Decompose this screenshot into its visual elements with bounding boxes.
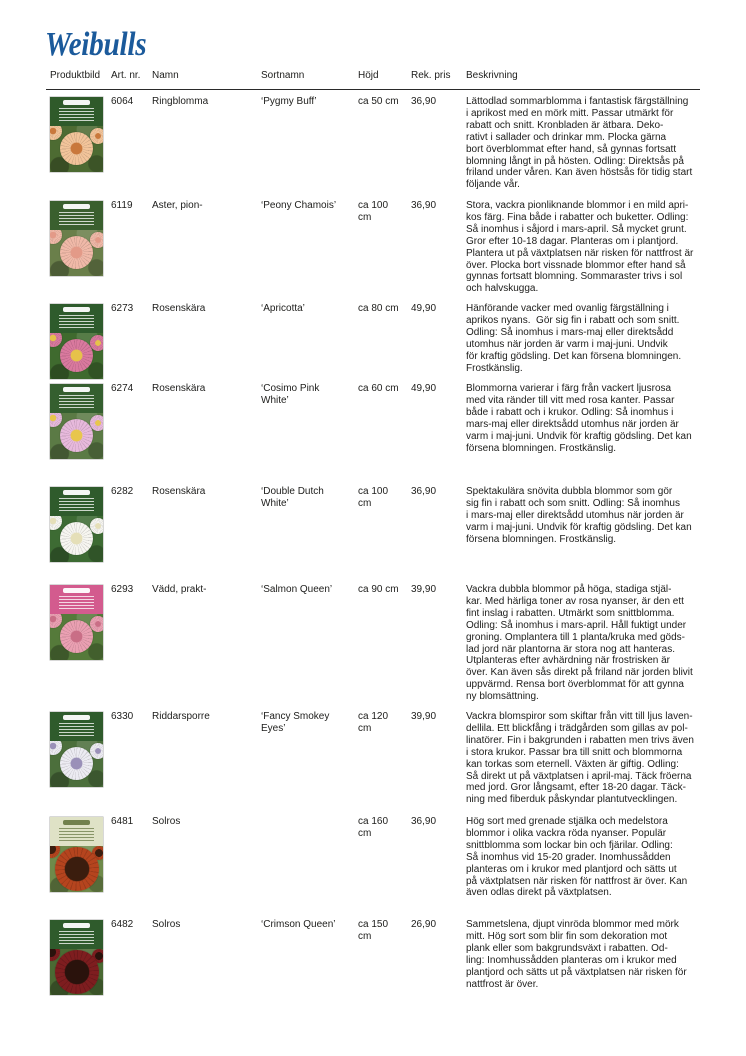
seed-packet-image xyxy=(50,487,103,562)
flower-bloom xyxy=(50,126,62,140)
flower-photo xyxy=(50,413,103,459)
packet-logo-mark xyxy=(63,100,90,105)
product-description: Spektakulära snövita dubbla blommor som gör sig fin i rabatt och som snitt. Odling: Så inomhus i mars-maj eller direktsådd utomhus när jorden är varm i maj-juni. Undvik för kraftig gödsling. Det kan försena blomningen. Frostkänslig. xyxy=(466,486,692,545)
packet-logo-mark xyxy=(63,715,90,720)
recommended-price: 39,90 xyxy=(411,584,437,595)
art-nr: 6482 xyxy=(111,919,134,930)
product-row xyxy=(0,816,746,899)
packet-label-lines xyxy=(59,596,94,610)
packet-header-band xyxy=(50,920,103,949)
seed-packet-image xyxy=(50,304,103,379)
variety-name: ‘Double Dutch White’ xyxy=(261,486,324,509)
column-header-height: Höjd xyxy=(358,70,379,81)
recommended-price: 36,90 xyxy=(411,200,437,211)
art-nr: 6481 xyxy=(111,816,134,827)
product-row xyxy=(0,96,746,191)
flower-bloom-main xyxy=(60,419,93,452)
product-row xyxy=(0,200,746,295)
flower-bloom xyxy=(50,614,62,628)
flower-photo xyxy=(50,516,103,562)
recommended-price: 49,90 xyxy=(411,383,437,394)
product-name: Aster, pion- xyxy=(152,200,203,211)
product-name: Ringblomma xyxy=(152,96,209,107)
seed-packet-image xyxy=(50,817,103,892)
packet-label-lines xyxy=(59,828,94,842)
flower-bloom-main xyxy=(60,747,93,780)
art-nr: 6064 xyxy=(111,96,134,107)
packet-logo-mark xyxy=(63,387,90,392)
recommended-price: 26,90 xyxy=(411,919,437,930)
flower-bloom xyxy=(90,415,103,431)
packet-header-band xyxy=(50,304,103,333)
plant-height: ca 50 cm xyxy=(358,96,399,107)
flower-bloom xyxy=(90,616,103,632)
flower-photo xyxy=(50,333,103,379)
product-name: Rosenskära xyxy=(152,383,206,394)
packet-label-lines xyxy=(59,315,94,329)
flower-photo xyxy=(50,230,103,276)
product-name: Vädd, prakt- xyxy=(152,584,207,595)
product-description: Vackra blomspiror som skiftar från vitt till ljus laven- dellila. Ett blickfång i trädgården som gillas av pol- linatörer. Fin i bakgrunden i rabatten men trivs även i stora krukor. Passar bra till snitt och blommorna kan torkas som eternell. Växten är giftig. Odling: Så direkt ut på växtplatsen i april-maj. Täck fröerna med jord. Gror långsamt, efter 18-20 dagar. Täck- ning med fiberduk påskyndar plantutvecklingen. xyxy=(466,711,694,806)
product-description: Hänförande vacker med ovanlig färgställning i aprikos nyans. Gör sig fin i rabatt och som snitt. Odling: Så inomhus i mars-maj eller direktsådd utomhus när jorden är varm i maj-juni. Undvik för kraftig gödsling. Det kan försena blomningen. Frostkänslig. xyxy=(466,303,682,374)
packet-header-band xyxy=(50,585,103,614)
packet-label-lines xyxy=(59,108,94,122)
packet-header-band xyxy=(50,384,103,413)
product-row xyxy=(0,711,746,806)
product-description: Vackra dubbla blommor på höga, stadiga stjäl- kar. Med härliga toner av rosa nyanser, är den ett fint inslag i rabatten. Utmärkt som snittblomma. Odling: Så inomhus i mars-april. Håll fuktigt under groning. Omplantera till 1 planta/kruka med göds- lad jord när plantorna är stora nog att hanteras. Utplanteras efter avhärdning när frostrisken är över. Kan även sås direkt på friland när jorden blivit uppvärmd. Rensa bort överblommat för att gynna ny blomsättning. xyxy=(466,584,693,703)
art-nr: 6119 xyxy=(111,200,133,211)
packet-label-lines xyxy=(59,931,94,945)
packet-header-band xyxy=(50,201,103,230)
column-header-price: Rek. pris xyxy=(411,70,451,81)
flower-bloom-main xyxy=(55,950,99,994)
packet-header-band xyxy=(50,97,103,126)
variety-name: ‘Apricotta’ xyxy=(261,303,305,314)
product-row xyxy=(0,584,746,703)
packet-header-band xyxy=(50,487,103,516)
column-header-product-image: Produktbild xyxy=(50,70,101,81)
packet-logo-mark xyxy=(63,923,90,928)
packet-logo-mark xyxy=(63,307,90,312)
product-row xyxy=(0,304,746,380)
plant-height: ca 120 cm xyxy=(358,711,389,734)
art-nr: 6273 xyxy=(111,303,134,314)
flower-bloom xyxy=(90,128,103,144)
flower-bloom-main xyxy=(60,339,93,372)
variety-name: ‘Fancy Smokey Eyes’ xyxy=(261,711,330,734)
flower-bloom xyxy=(90,232,103,248)
packet-label-lines xyxy=(59,395,94,409)
column-header-name: Namn xyxy=(152,70,179,81)
packet-logo-mark xyxy=(63,588,90,593)
flower-bloom xyxy=(50,413,62,427)
product-name: Riddarsporre xyxy=(152,711,210,722)
product-name: Rosenskära xyxy=(152,486,206,497)
art-nr: 6282 xyxy=(111,486,134,497)
packet-header-band xyxy=(50,817,103,846)
seed-packet-image xyxy=(50,585,103,660)
flower-bloom xyxy=(50,230,62,244)
flower-bloom-main xyxy=(60,132,93,165)
variety-name: ‘Cosimo Pink White’ xyxy=(261,383,320,406)
brand-logo: Weibulls xyxy=(45,26,147,63)
recommended-price: 49,90 xyxy=(411,303,437,314)
product-row xyxy=(0,487,746,563)
column-header-art-nr: Art. nr. xyxy=(111,70,141,81)
variety-name: ‘Peony Chamois’ xyxy=(261,200,337,211)
variety-name: ‘Crimson Queen’ xyxy=(261,919,336,930)
seed-packet-image xyxy=(50,97,103,172)
product-row xyxy=(0,384,746,460)
plant-height: ca 150 cm xyxy=(358,919,389,942)
plant-height: ca 100 cm xyxy=(358,200,389,223)
flower-bloom-main xyxy=(60,236,93,269)
product-description: Blommorna varierar i färg från vackert ljusrosa med vita ränder till vitt med rosa kanter. Passar både i rabatt och i krukor. Odling: Så inomhus i mars-maj eller direktsådd utomhus när jorden är varm i maj-juni. Undvik för kraftig gödsling. Det kan försena blomningen. Frostkänslig. xyxy=(466,383,692,454)
variety-name: ‘Pygmy Buff’ xyxy=(261,96,317,107)
flower-bloom-main xyxy=(60,522,93,555)
product-description: Lättodlad sommarblomma i fantastisk färgställning i aprikost med en mörk mitt. Passar utmärkt för rabatt och snitt. Kronbladen är ätbara. Deko- rativt i sallader och drinkar mm. Plocka gärna bort överblommat efter hand, så gynnas fortsatt blomning långt in på hösten. Odling: Direktsås på friland under våren. Kan även höstsås för tidig start följande vår. xyxy=(466,96,693,191)
recommended-price: 36,90 xyxy=(411,96,437,107)
seed-packet-image xyxy=(50,920,103,995)
variety-name: ‘Salmon Queen’ xyxy=(261,584,333,595)
flower-bloom xyxy=(50,741,62,755)
packet-logo-mark xyxy=(63,490,90,495)
plant-height: ca 80 cm xyxy=(358,303,399,314)
product-name: Solros xyxy=(152,816,181,827)
flower-photo xyxy=(50,846,103,892)
plant-height: ca 160 cm xyxy=(358,816,389,839)
header-rule xyxy=(46,89,700,90)
product-row xyxy=(0,920,746,996)
column-header-description: Beskrivning xyxy=(466,70,518,81)
packet-label-lines xyxy=(59,498,94,512)
art-nr: 6274 xyxy=(111,383,134,394)
recommended-price: 36,90 xyxy=(411,486,437,497)
seed-packet-image xyxy=(50,201,103,276)
art-nr: 6293 xyxy=(111,584,134,595)
product-description: Sammetslena, djupt vinröda blommor med mörk mitt. Hög sort som blir fin som dekoration mot plank eller som bakgrundsväxt i rabatten. Od- ling: Inomhussådden planteras om i krukor med plantjord och sätts ut på växtplatsen när risken för nattfrost är över. xyxy=(466,919,687,990)
seed-packet-image xyxy=(50,712,103,787)
product-name: Solros xyxy=(152,919,181,930)
plant-height: ca 60 cm xyxy=(358,383,399,394)
product-description: Stora, vackra pionliknande blommor i en mild apri- kos färg. Fina både i rabatter och buketter. Odling: Så inomhus i såjord i mars-april. Så mycket grunt. Gror efter 10-18 dagar. Planteras om i plantjord. Plantera ut på växtplatsen när risken för nattfrost är över. Plocka bort vissnade blommor efter hand så gynnas fortsatt blomning. Sommaraster trivs i sol och halvskugga. xyxy=(466,200,694,295)
flower-bloom-main xyxy=(60,620,93,653)
flower-bloom xyxy=(50,333,62,347)
table-header xyxy=(0,70,746,84)
plant-height: ca 90 cm xyxy=(358,584,399,595)
flower-bloom xyxy=(90,335,103,351)
recommended-price: 36,90 xyxy=(411,816,437,827)
flower-photo xyxy=(50,614,103,660)
flower-photo xyxy=(50,741,103,787)
flower-bloom-main xyxy=(55,847,99,891)
flower-bloom xyxy=(50,516,62,530)
packet-logo-mark xyxy=(63,204,90,209)
flower-bloom xyxy=(90,518,103,534)
packet-header-band xyxy=(50,712,103,741)
flower-bloom xyxy=(90,743,103,759)
recommended-price: 39,90 xyxy=(411,711,437,722)
flower-photo xyxy=(50,949,103,995)
packet-label-lines xyxy=(59,212,94,226)
seed-packet-image xyxy=(50,384,103,459)
product-name: Rosenskära xyxy=(152,303,206,314)
plant-height: ca 100 cm xyxy=(358,486,389,509)
art-nr: 6330 xyxy=(111,711,134,722)
packet-label-lines xyxy=(59,723,94,737)
product-description: Hög sort med grenade stjälka och medelstora blommor i olika vackra röda nyanser. Populär snittblomma som lockar bin och fjärilar. Odling: Så inomhus vid 15-20 grader. Inomhussådden planteras om i krukor med plantjord och sätts ut på växtplatsen när risken för nattfrost är över. Kan även odlas direkt på växtplatsen. xyxy=(466,816,688,899)
column-header-variety: Sortnamn xyxy=(261,70,305,81)
flower-photo xyxy=(50,126,103,172)
packet-logo-mark xyxy=(63,820,90,825)
